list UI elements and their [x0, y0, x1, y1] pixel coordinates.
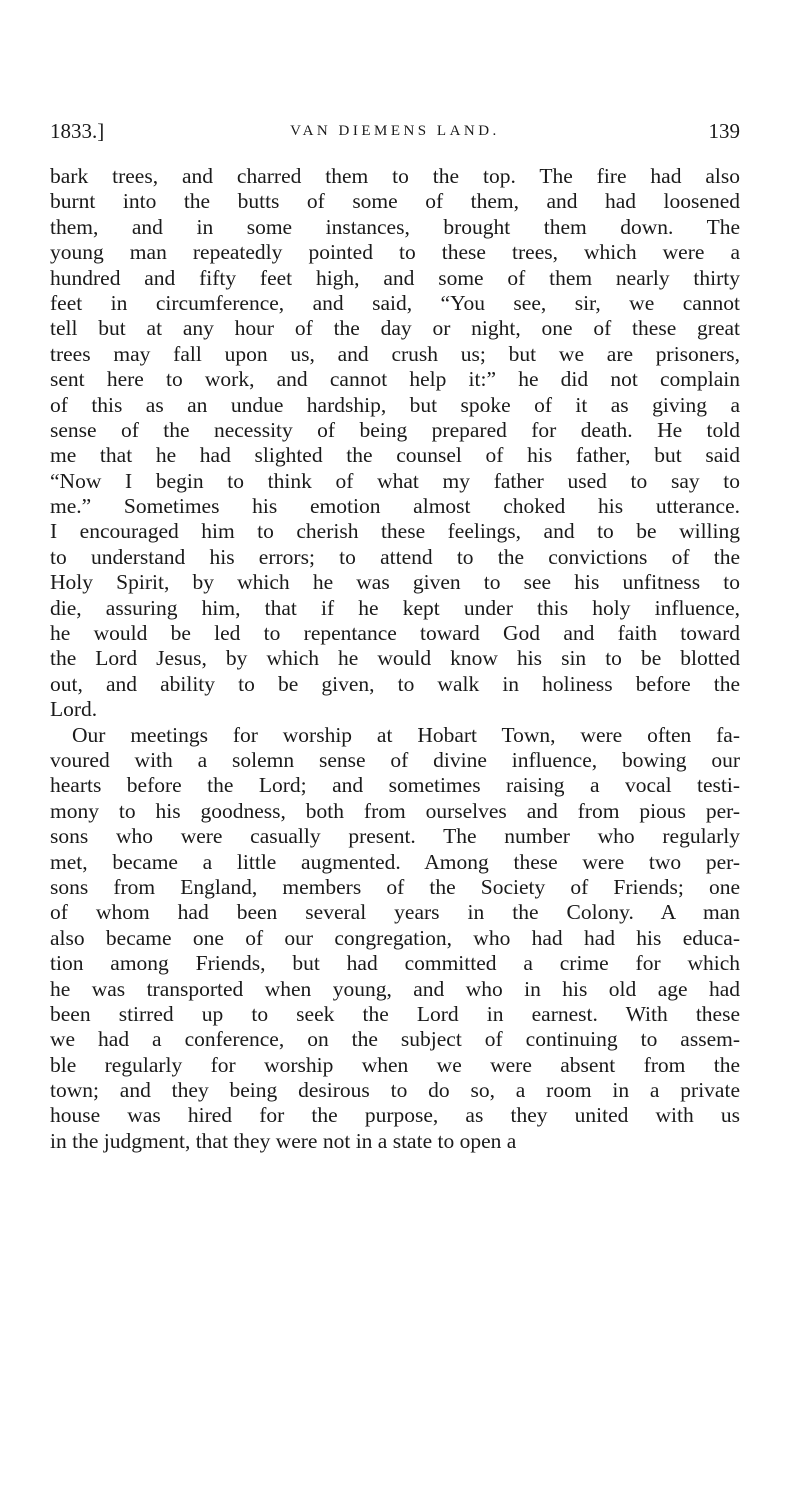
running-head-title: VAN DIEMENS LAND.	[290, 123, 500, 139]
text-line: hearts before the Lord; and sometimes raising a vocal testi-	[50, 773, 740, 798]
text-line: burnt into the butts of some of them, and had loosened	[50, 189, 740, 214]
text-line: out, and ability to be given, to walk in holiness before the	[50, 671, 740, 696]
text-line: trees may fall upon us, and crush us; but we are prisoners,	[50, 341, 740, 366]
text-line: tion among Friends, but had committed a crime for which	[50, 951, 740, 976]
text-line: Lord.	[50, 697, 98, 722]
text-line: also became one of our congregation, who had had his educa-	[50, 925, 740, 950]
text-line: he was transported when young, and who in his old age had	[50, 976, 740, 1001]
body-text	[50, 164, 740, 1154]
text-line: bark trees, and charred them to the top. The fire had also	[50, 164, 740, 188]
text-line: sons from England, members of the Society of Friends; one	[50, 874, 740, 899]
text-line: tell but at any hour of the day or night, one of these great	[50, 316, 740, 341]
text-line: die, assuring him, that if he kept under this holy influence,	[50, 595, 740, 620]
text-line: house was hired for the purpose, as they united with us	[50, 1103, 740, 1128]
text-line: them, and in some instances, brought them down. The	[50, 214, 740, 239]
text-line: we had a conference, on the subject of continuing to assem-	[50, 1027, 740, 1052]
text-line: feet in circumference, and said, “You see, sir, we cannot	[50, 290, 740, 315]
text-line: of whom had been several years in the Colony. A man	[50, 900, 740, 925]
text-line: ble regularly for worship when we were absent from the	[50, 1052, 740, 1077]
running-head-year: 1833.]	[50, 119, 105, 143]
text-line: sense of the necessity of being prepared for death. He told	[50, 417, 740, 442]
text-line: young man repeatedly pointed to these trees, which were a	[50, 240, 740, 265]
page-number: 139	[708, 119, 740, 143]
paragraph	[50, 164, 740, 723]
text-line: in the judgment, that they were not in a state to open a	[50, 1128, 517, 1153]
text-line: sent here to work, and cannot help it:” he did not complain	[50, 367, 740, 392]
paragraph	[50, 723, 740, 1155]
text-line: Holy Spirit, by which he was given to see his unfitness to	[50, 570, 740, 595]
text-line: town; and they being desirous to do so, a room in a private	[50, 1078, 740, 1103]
text-line: mony to his goodness, both from ourselves and from pious per-	[50, 798, 740, 823]
text-line: voured with a solemn sense of divine influence, bowing our	[50, 747, 740, 772]
text-line: the Lord Jesus, by which he would know his sin to be blotted	[50, 646, 740, 671]
text-line: been stirred up to seek the Lord in earnest. With these	[50, 1001, 740, 1026]
text-line: to understand his errors; to attend to the convictions of the	[50, 544, 740, 569]
text-line: he would be led to repentance toward God and faith toward	[50, 621, 740, 646]
text-line: met, became a little augmented. Among these were two per-	[50, 849, 740, 874]
text-line: hundred and fifty feet high, and some of them nearly thirty	[50, 265, 740, 290]
text-line: sons who were casually present. The number who regularly	[50, 824, 740, 849]
text-line: me that he had slighted the counsel of his father, but said	[50, 443, 740, 468]
text-line: of this as an undue hardship, but spoke of it as giving a	[50, 392, 740, 417]
text-line: I encouraged him to cherish these feelings, and to be willing	[50, 519, 740, 544]
text-line: “Now I begin to think of what my father used to say to	[50, 468, 740, 493]
text-line: me.” Sometimes his emotion almost choked his utterance.	[50, 494, 740, 519]
text-line: Our meetings for worship at Hobart Town, were often fa-	[72, 722, 740, 747]
running-head	[50, 116, 740, 146]
